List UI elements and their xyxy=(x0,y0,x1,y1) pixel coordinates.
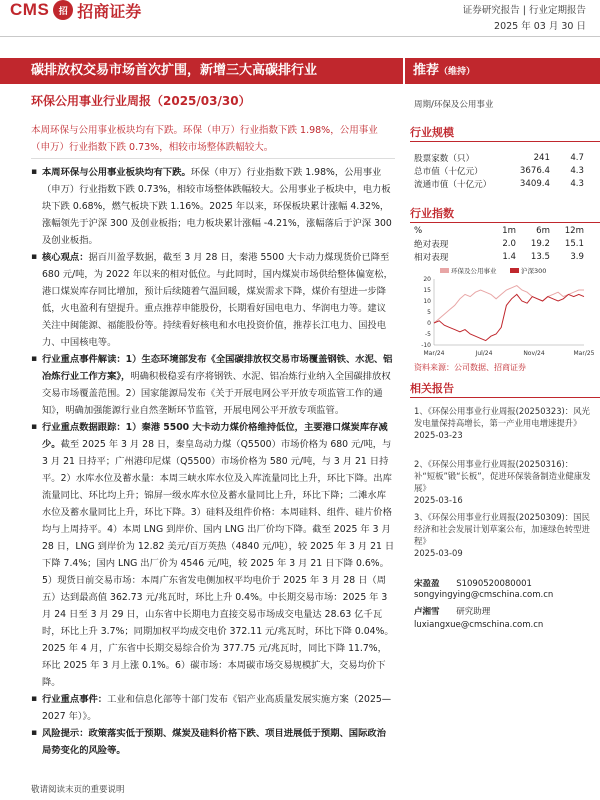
brand-logo xyxy=(10,0,141,20)
report-body xyxy=(31,164,395,759)
logo-badge-icon: 招 xyxy=(53,0,73,20)
legend-swatch xyxy=(440,268,449,273)
body-item: ▪ 风险提示：政策落实低于预期、煤炭及硅料价格下跌、项目进展低于预期、国际政治局势变化的风险等。 xyxy=(31,725,395,759)
analyst-2-email[interactable]: luxiangxue@cmschina.com.cn xyxy=(414,620,544,630)
analyst-name: 宋盈盈 xyxy=(414,579,440,589)
body-item: ▪ 行业重点数据跟踪：1）秦港 5500 大卡动力煤价格维持低位，主要港口煤炭库存减少。截至 2025 年 3 月 28 日，秦皇岛动力煤（Q5500）市场价格为 680 元/吨，与 3 月 21 日持平；广州港印尼煤（Q5500）市场价格为 580 元/吨，与 3 月 21 日持平。2）水库水位及蓄水量：本周三峡水库水位及入库流量同比上升，环比下降。出库流量同比、环比均上升；锦屏一级水库水位及蓄水量同比上升，环比下降；二滩水库水位及蓄水量同比上升，环比下降。3）硅料及组件价格：本周硅料、组件、硅片价格均与上周持平。4）本周 LNG 到岸价、国内 LNG 出厂价均下降。截至 2025 年 3 月 28 日，LNG 到岸价为 12.82 美元/百万英热（4840 元/吨），较 2025 年 3 月 21 日下降 7.4%；国内 LNG 出厂价为 4546 元/吨，较 2025 年 3 月 21 日下降 0.6%。5）现货日前交易市场：本周广东省发电侧加权平均电价于 2025 年 3 月 28 日（周五）达到最高值 362.73 元/兆瓦时，环比上升 0.4%。中长期交易市场：2025 年 3 月 24 日至 3 月 29 日，山东省中长期电力直接交易市场成交电量达 28.63 亿千瓦时，环比上升 3.7%；同期加权平均成交电价 372.11 元/兆瓦时，环比下降 0.04%。2025 年 4 月，广东省中长期交易综合价为 377.75 元/兆瓦时，同比下降 11.7%，环比 2025 年 3 月上涨 0.1%。6）碳市场：本周碳市场交易规模扩大，交易均价下降。 xyxy=(31,419,395,691)
related-report-date: 2025-03-16 xyxy=(414,495,463,505)
rating-label: 推荐 xyxy=(413,63,440,78)
header-divider xyxy=(0,36,600,37)
y-tick-label: 5 xyxy=(427,309,431,316)
x-tick-label: Mar/25 xyxy=(573,350,595,357)
industry-index-table xyxy=(414,224,584,263)
analyst-2 xyxy=(414,605,490,617)
body-item: ▪ 行业重点事件解读：1）生态环境部发布《全国碳排放权交易市场覆盖钢铁、水泥、铝冶炼行业工作方案》，明确积极稳妥有序将钢铁、水泥、铝冶炼行业纳入全国碳排放权交易市场覆盖范围。2）国家能源局发布《关于开展电网公平开放专项监管工作的通知》，明确加强能源行业自然垄断环节监管，开展电网公平开放专项监管。 xyxy=(31,351,395,419)
related-report-date: 2025-03-09 xyxy=(414,548,463,558)
legend-swatch xyxy=(510,268,519,273)
table-row: 流通市值（十亿元） 3409.4 4.3 xyxy=(414,178,584,190)
x-tick-label: Nov/24 xyxy=(523,350,545,357)
related-report-1[interactable] xyxy=(414,405,594,441)
logo-cn-text: 招商证券 xyxy=(77,1,142,21)
analyst-id: 研究助理 xyxy=(456,607,491,617)
footer-note: 敬请阅读末页的重要说明 xyxy=(31,785,125,795)
series-line xyxy=(434,294,584,340)
series-line xyxy=(434,286,584,323)
rating-note: （维持） xyxy=(439,67,476,77)
body-item: ▪ 行业重点事件：工业和信息化部等十部门发布《铝产业高质量发展实施方案（2025—2027 年）》。 xyxy=(31,691,395,725)
index-chart-svg xyxy=(414,265,595,360)
report-subtitle: 环保公用事业行业周报（2025/03/30） xyxy=(31,94,251,108)
table-row: 相对表现 1.4 13.5 3.9 xyxy=(414,251,584,263)
industry-scale-title: 行业规模 xyxy=(410,126,454,139)
legend-label: 沪深300 xyxy=(521,267,547,275)
related-title: 相关报告 xyxy=(410,382,454,395)
body-item: ▪ 核心观点：据百川盈孚数据，截至 3 月 28 日，秦港 5500 大卡动力煤现货价已降至 680 元/吨，为 2022 年以来的相对低位。与此同时，国内煤炭市场供给整体偏宽松，港口煤炭库存同比增加，预计后续随着气温回暖，煤炭需求下降，煤价有望进一步降低，火电盈利有望提升。重点推荐申能股份，长期看好国电电力、华润电力等。建议关注中闽能源、福能股份等。持续看好核电和水电投资价值，推荐长江电力、国投电力、中国核电等。 xyxy=(31,249,395,351)
y-tick-label: 0 xyxy=(427,320,431,327)
table-row: 股票家数（只） 241 4.7 xyxy=(414,152,584,164)
analyst-1-email[interactable]: songyingying@cmschina.com.cn xyxy=(414,590,554,600)
y-tick-label: -10 xyxy=(421,342,431,349)
industry-index-title: 行业指数 xyxy=(410,207,454,220)
related-rule xyxy=(410,397,600,398)
rating-banner xyxy=(405,58,600,84)
chart-source: 资料来源：公司数据、招商证券 xyxy=(414,363,526,372)
industry-index-rule xyxy=(410,222,600,223)
table-header-row: % 1m 6m 12m xyxy=(414,225,584,236)
body-item: ▪ 本周环保与公用事业板块均有下跌。环保（申万）行业指数下跌 1.98%，公用事业（申万）行业指数下跌 0.73%，相较市场整体跌幅较大。公用事业子板块中，电力板块下跌 0.68%，燃气板块下跌 1.16%。2025 年以来，环保板块累计涨幅 4.32%，涨幅领先于沪深 300 及创业板指；电力板块累计涨幅 -4.21%，涨幅落后于沪深 300 及创业板指。 xyxy=(31,164,395,249)
industry-scale-table xyxy=(414,151,584,190)
table-row: 总市值（十亿元） 3676.4 4.3 xyxy=(414,165,584,177)
industry-scale-rule xyxy=(410,141,600,142)
y-tick-label: 15 xyxy=(423,287,431,294)
report-type: 证券研究报告 | 行业定期报告 xyxy=(462,5,586,16)
analyst-1 xyxy=(414,577,532,589)
analyst-name: 卢湘雪 xyxy=(414,607,440,617)
summary-divider xyxy=(31,158,395,159)
y-tick-label: -5 xyxy=(425,331,431,338)
report-date: 2025 年 03 月 30 日 xyxy=(494,21,586,32)
y-tick-label: 10 xyxy=(423,298,431,305)
related-report-text[interactable]: 1、《环保公用事业行业周报(20250323)：风光发电量保持高增长，第一产业用电增速提升》 xyxy=(414,406,590,428)
logo-cms-text: CMS xyxy=(10,0,50,19)
related-report-2[interactable] xyxy=(414,458,594,506)
table-row: 绝对表现 2.0 19.2 15.1 xyxy=(414,238,584,250)
x-tick-label: Mar/24 xyxy=(423,350,445,357)
x-tick-label: Jul/24 xyxy=(475,350,493,357)
legend-label: 环保及公用事业 xyxy=(451,267,497,275)
y-tick-label: 20 xyxy=(423,276,431,283)
industry-category: 周期/环保及公用事业 xyxy=(414,100,494,110)
analyst-id: S1090520080001 xyxy=(456,579,532,589)
index-chart xyxy=(414,265,595,360)
related-report-3[interactable] xyxy=(414,511,594,559)
report-title-banner: 碳排放权交易市场首次扩围，新增三大高碳排行业 xyxy=(0,58,403,84)
summary-paragraph: 本周环保与公用事业板块均有下跌。环保（申万）行业指数下跌 1.98%，公用事业（申万）行业指数下跌 0.73%，相较市场整体跌幅较大。 xyxy=(31,125,378,153)
related-report-text[interactable]: 3、《环保公用事业行业周报(20250309)：国民经济和社会发展计划草案公布，加速绿色转型进程》 xyxy=(414,512,590,546)
related-report-text[interactable]: 2、《环保公用事业行业周报(20250316)：补“短板”锻“长板”，促进环保装备制造业健康发展》 xyxy=(414,459,591,493)
related-report-date: 2025-03-23 xyxy=(414,430,463,440)
